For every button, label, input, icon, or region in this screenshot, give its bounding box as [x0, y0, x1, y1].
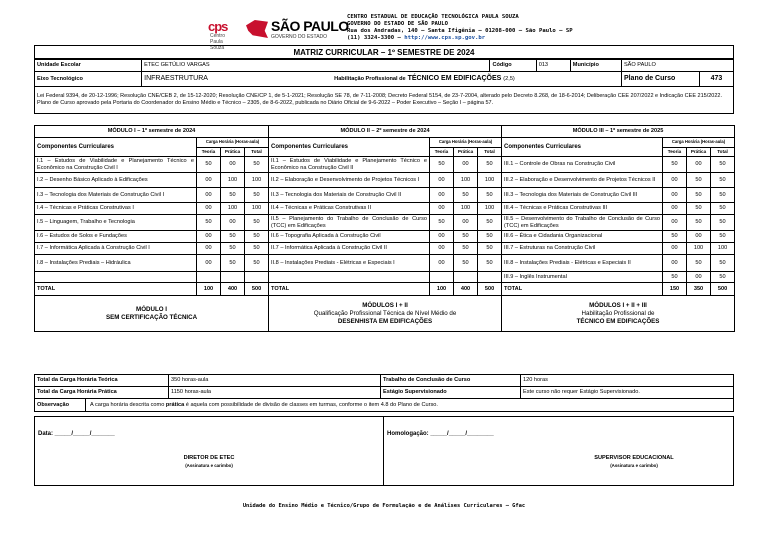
total-pratica: 400: [221, 283, 245, 296]
total-geral: 500: [478, 283, 502, 296]
module-1-table: [34, 125, 269, 332]
component-teoria: 50: [430, 215, 454, 231]
component-teoria: 00: [197, 203, 221, 215]
col-teoria-header: Teoria: [197, 148, 221, 157]
observacao-text-pre: A carga horária descrita como: [90, 401, 166, 408]
component-total: [478, 272, 502, 283]
component-name: III.3 – Tecnologia dos Materiais de Construção Civil III: [502, 188, 663, 203]
observacao-label: Observação: [35, 399, 86, 411]
component-name: III.9 – Inglês Instrumental: [502, 272, 663, 283]
col-pratica-header: Prática: [221, 148, 245, 157]
component-name: III.8 – Instalações Prediais - Elétricas e Especiais II: [502, 255, 663, 272]
component-pratica: 50: [221, 231, 245, 243]
certification-line2: Habilitação Profissional de: [581, 309, 655, 317]
tcc-value: 120 horas: [521, 375, 734, 387]
carga-horaria-header: Carga Horária (Horas-aula): [663, 138, 735, 148]
unidade-label: Unidade Escolar: [35, 60, 142, 72]
diretor-subtitle: (Assinatura e carimbo): [185, 463, 233, 468]
component-teoria: 00: [197, 188, 221, 203]
certification-line2: Qualificação Profissional Técnica de Nível Médio de: [313, 309, 457, 317]
carga-pratica-label: Total da Carga Horária Prática: [35, 387, 169, 399]
institution-website-link[interactable]: http://www.cps.sp.gov.br: [404, 35, 486, 41]
institution-government: GOVERNO DO ESTADO DE SÃO PAULO: [347, 21, 449, 27]
signature-left: [35, 417, 384, 485]
component-total: 50: [478, 231, 502, 243]
component-name: II.3 – Tecnologia dos Materiais de Construção Civil II: [269, 188, 430, 203]
module-3-table: [501, 125, 735, 332]
component-name: III.6 – Ética e Cidadania Organizacional: [502, 231, 663, 243]
component-teoria: 00: [663, 243, 687, 255]
component-name: III.1 – Controle de Obras na Construção Civil: [502, 157, 663, 173]
component-total: 50: [478, 215, 502, 231]
component-total: 100: [245, 203, 269, 215]
unidade-value: ETEC GETÚLIO VARGAS: [142, 60, 490, 72]
module-certification: [35, 296, 269, 332]
component-teoria: 00: [430, 173, 454, 188]
component-pratica: 100: [687, 243, 711, 255]
component-pratica: 50: [221, 188, 245, 203]
component-total: 50: [711, 272, 735, 283]
component-name: I.5 – Linguagem, Trabalho e Tecnologia: [35, 215, 197, 231]
institution-phone: (11) 3324-3300 –: [347, 35, 405, 41]
carga-horaria-header: Carga Horária (Horas-aula): [430, 138, 502, 148]
component-total: 50: [245, 231, 269, 243]
certification-title: MÓDULOS I + II: [362, 301, 408, 309]
component-total: 50: [245, 188, 269, 203]
signature-right: [384, 417, 733, 485]
component-total: [245, 272, 269, 283]
component-total: 50: [478, 243, 502, 255]
component-total: 50: [245, 157, 269, 173]
plano-label: Plano de Curso: [621, 72, 699, 87]
component-total: 50: [478, 188, 502, 203]
component-total: 50: [711, 203, 735, 215]
institution-info: [347, 14, 573, 42]
component-total: 50: [245, 243, 269, 255]
habilitacao-value: TÉCNICO EM EDIFICAÇÕES: [407, 74, 502, 82]
component-teoria: 00: [663, 215, 687, 231]
estagio-value: Este curso não requer Estágio Supervisionado.: [521, 387, 734, 399]
component-total: 50: [478, 157, 502, 173]
component-name: I.7 – Informática Aplicada à Construção Civil I: [35, 243, 197, 255]
component-pratica: 100: [454, 173, 478, 188]
module-heading: MÓDULO I – 1º semestre de 2024: [35, 126, 269, 138]
component-pratica: [221, 272, 245, 283]
sp-logo-subtitle: GOVERNO DO ESTADO: [271, 34, 328, 40]
cps-logo: [208, 15, 238, 51]
total-teoria: 150: [663, 283, 687, 296]
component-name: III.5 – Desenvolvimento do Trabalho de Conclusão de Curso (TCC) em Edificações: [502, 215, 663, 231]
component-pratica: 50: [687, 215, 711, 231]
component-name: II.8 – Instalações Prediais - Elétricas e Especiais I: [269, 255, 430, 272]
component-teoria: 00: [197, 231, 221, 243]
institution-contact: [347, 35, 573, 42]
component-pratica: 00: [687, 272, 711, 283]
col-teoria-header: Teoria: [663, 148, 687, 157]
components-header: Componentes Curriculares: [35, 138, 197, 157]
component-name: III.4 – Técnicas e Práticas Construtivas III: [502, 203, 663, 215]
observacao-text-bold: prática: [165, 401, 185, 408]
component-total: 50: [711, 157, 735, 173]
component-teoria: 00: [197, 173, 221, 188]
component-teoria: 00: [197, 243, 221, 255]
course-info-table: [34, 59, 734, 114]
component-pratica: 00: [454, 215, 478, 231]
module-heading: MÓDULO III – 1º semestre de 2025: [502, 126, 735, 138]
col-total-header: Total: [245, 148, 269, 157]
component-total: 50: [711, 188, 735, 203]
cps-logo-subtext: Centro Paula Souza: [210, 33, 226, 51]
observacao-row: [35, 399, 734, 412]
total-pratica: 350: [687, 283, 711, 296]
component-pratica: 50: [687, 188, 711, 203]
institution-address: Rua dos Andradas, 140 – Santa Ifigênia – 01208-000 – São Paulo – SP: [347, 28, 573, 34]
institution-name: CENTRO ESTADUAL DE EDUCAÇÃO TECNOLÓGICA PAULA SOUZA: [347, 14, 519, 20]
component-pratica: 00: [454, 157, 478, 173]
component-total: 50: [711, 255, 735, 272]
component-name: II.6 – Topografia Aplicada à Construção Civil: [269, 231, 430, 243]
component-pratica: 50: [221, 243, 245, 255]
component-name: II.7 – Informática Aplicada à Construção Civil II: [269, 243, 430, 255]
component-total: 100: [245, 173, 269, 188]
component-pratica: 50: [454, 188, 478, 203]
eixo-value: INFRAESTRUTURA: [144, 74, 208, 82]
component-pratica: 50: [687, 203, 711, 215]
certification-line3: TÉCNICO EM EDIFICAÇÕES: [576, 317, 660, 325]
total-teoria: 100: [197, 283, 221, 296]
legal-basis-text: Lei Federal 9394, de 20-12-1996; Resolução CNE/CEB 2, de 15-12-2020; Resolução CNE/CP 1, de 5-1-2021; Resolução SE 78, de 7-11-2008; Decreto Federal 5154, de 23-7-2004, alterado pelo Decreto 8.268, de 18-6-2014; Deliberação CEE 207/2022 e Indicação CEE 215/2022. Plano de Curso aprovado pela Portaria do Coordenador do Ensino Médio e Técnico – 2305, de 8-6-2022, publicada no Diário Oficial de 9-6-2022 – Poder Executivo – Seção I – página 57.: [35, 87, 734, 114]
summary-table: [34, 374, 734, 412]
total-label: TOTAL: [35, 283, 197, 296]
component-name: [35, 272, 197, 283]
col-total-header: Total: [711, 148, 735, 157]
component-name: I.6 – Estudos de Solos e Fundações: [35, 231, 197, 243]
eixo-habilitacao-cell: [142, 72, 622, 87]
plano-value: 473: [699, 72, 733, 87]
supervisor-subtitle: (Assinatura e carimbo): [610, 463, 658, 468]
codigo-label: Código: [490, 60, 536, 72]
certification-line2: SEM CERTIFICAÇÃO TÉCNICA: [105, 313, 198, 321]
page-footer: Unidade do Ensino Médio e Técnico/Grupo de Formulação e de Análises Curriculares – Gfac: [242, 503, 526, 509]
component-pratica: 100: [221, 203, 245, 215]
habilitacao-label: Habilitação Profissional de: [334, 75, 406, 82]
component-name: I.3 – Tecnologia dos Materiais de Construção Civil I: [35, 188, 197, 203]
component-pratica: 50: [221, 255, 245, 272]
cps-logo-text: cps: [208, 19, 228, 34]
total-geral: 500: [245, 283, 269, 296]
sp-logo-title: SÃO PAULO: [271, 18, 349, 34]
component-teoria: 00: [197, 255, 221, 272]
component-teoria: 00: [663, 255, 687, 272]
habilitacao-suffix: (2,5): [503, 75, 515, 82]
supervisor-title: SUPERVISOR EDUCACIONAL: [594, 455, 674, 461]
component-teoria: 50: [197, 215, 221, 231]
component-name: I.8 – Instalações Prediais – Hidráulica: [35, 255, 197, 272]
certification-title: MÓDULO I: [136, 305, 167, 313]
sp-government-logo: [246, 18, 349, 40]
component-pratica: 100: [221, 173, 245, 188]
component-teoria: 00: [430, 255, 454, 272]
col-teoria-header: Teoria: [430, 148, 454, 157]
component-teoria: 50: [663, 231, 687, 243]
components-header: Componentes Curriculares: [502, 138, 663, 157]
component-name: I.4 – Técnicas e Práticas Construtivas I: [35, 203, 197, 215]
module-2-table: [268, 125, 502, 332]
total-geral: 500: [711, 283, 735, 296]
certification-title: MÓDULOS I + II + III: [589, 301, 647, 309]
component-name: I.2 – Desenho Básico Aplicado à Edificações: [35, 173, 197, 188]
component-pratica: 00: [687, 231, 711, 243]
component-total: 50: [711, 215, 735, 231]
component-name: II.1 – Estudos de Viabilidade e Planejamento Técnico e Econômico na Construção Civil II: [269, 157, 430, 173]
tcc-label: Trabalho de Conclusão de Curso: [381, 375, 521, 387]
component-name: I.1 – Estudos de Viabilidade e Planejamento Técnico e Econômico na Construção Civil I: [35, 157, 197, 173]
carga-horaria-header: Carga Horária (Horas-aula): [197, 138, 269, 148]
component-pratica: 00: [221, 157, 245, 173]
homologacao-field[interactable]: Homologação: _____/_____/________: [387, 431, 494, 437]
page-title: MATRIZ CURRICULAR – 1º SEMESTRE DE 2024: [34, 45, 734, 59]
total-pratica: 400: [454, 283, 478, 296]
component-teoria: 50: [663, 157, 687, 173]
observacao-text: [86, 402, 438, 408]
municipio-label: Município: [570, 60, 621, 72]
component-teoria: 00: [663, 203, 687, 215]
carga-teorica-label: Total da Carga Horária Teórica: [35, 375, 169, 387]
component-teoria: 50: [430, 157, 454, 173]
module-certification: [269, 296, 502, 332]
component-pratica: 50: [454, 243, 478, 255]
component-pratica: 100: [454, 203, 478, 215]
component-pratica: 50: [687, 255, 711, 272]
component-teoria: [197, 272, 221, 283]
component-teoria: 00: [663, 173, 687, 188]
component-pratica: 00: [221, 215, 245, 231]
diretor-title: DIRETOR DE ETEC: [183, 455, 235, 461]
component-total: 50: [478, 255, 502, 272]
component-name: [269, 272, 430, 283]
eixo-label: Eixo Tecnológico: [35, 72, 142, 87]
components-header: Componentes Curriculares: [269, 138, 430, 157]
component-name: II.2 – Elaboração e Desenvolvimento de Projetos Técnicos I: [269, 173, 430, 188]
module-heading: MÓDULO II – 2º semestre de 2024: [269, 126, 502, 138]
observacao-text-post: é aquela com possibilidade de divisão de classes em turmas, conforme o item 4.8 do Plano de Curso.: [184, 401, 438, 408]
component-pratica: [454, 272, 478, 283]
module-certification: [502, 296, 735, 332]
sp-map-icon: [246, 20, 268, 38]
total-label: TOTAL: [269, 283, 430, 296]
municipio-value: SÃO PAULO: [621, 60, 733, 72]
component-pratica: 50: [454, 231, 478, 243]
component-name: III.2 – Elaboração e Desenvolvimento de Projetos Técnicos II: [502, 173, 663, 188]
certification-line3: DESENHISTA EM EDIFICAÇÕES: [337, 317, 433, 325]
signature-area: [34, 416, 734, 486]
component-teoria: 00: [430, 231, 454, 243]
carga-teorica-value: 350 horas-aula: [169, 375, 381, 387]
data-field[interactable]: Data: _____/_____/_______: [38, 431, 115, 437]
col-total-header: Total: [478, 148, 502, 157]
component-total: 50: [711, 231, 735, 243]
estagio-label: Estágio Supervisionado: [381, 387, 521, 399]
component-pratica: 50: [454, 255, 478, 272]
component-teoria: 50: [197, 157, 221, 173]
component-total: 100: [711, 243, 735, 255]
component-pratica: 00: [687, 157, 711, 173]
component-teoria: [430, 272, 454, 283]
component-teoria: 00: [430, 243, 454, 255]
col-pratica-header: Prática: [454, 148, 478, 157]
component-pratica: 50: [687, 173, 711, 188]
header-logos: [208, 14, 349, 51]
component-teoria: 00: [430, 188, 454, 203]
component-name: III.7 – Estruturas na Construção Civil: [502, 243, 663, 255]
component-teoria: 00: [430, 203, 454, 215]
component-name: II.5 – Planejamento do Trabalho de Conclusão de Curso (TCC) em Edificações: [269, 215, 430, 231]
total-teoria: 100: [430, 283, 454, 296]
codigo-value: 013: [536, 60, 570, 72]
component-name: II.4 – Técnicas e Práticas Construtivas II: [269, 203, 430, 215]
total-label: TOTAL: [502, 283, 663, 296]
component-total: 50: [245, 255, 269, 272]
component-total: 50: [711, 173, 735, 188]
component-total: 50: [245, 215, 269, 231]
carga-pratica-value: 1150 horas-aula: [169, 387, 381, 399]
component-total: 100: [478, 173, 502, 188]
col-pratica-header: Prática: [687, 148, 711, 157]
component-total: 100: [478, 203, 502, 215]
component-teoria: 00: [663, 188, 687, 203]
component-teoria: 50: [663, 272, 687, 283]
